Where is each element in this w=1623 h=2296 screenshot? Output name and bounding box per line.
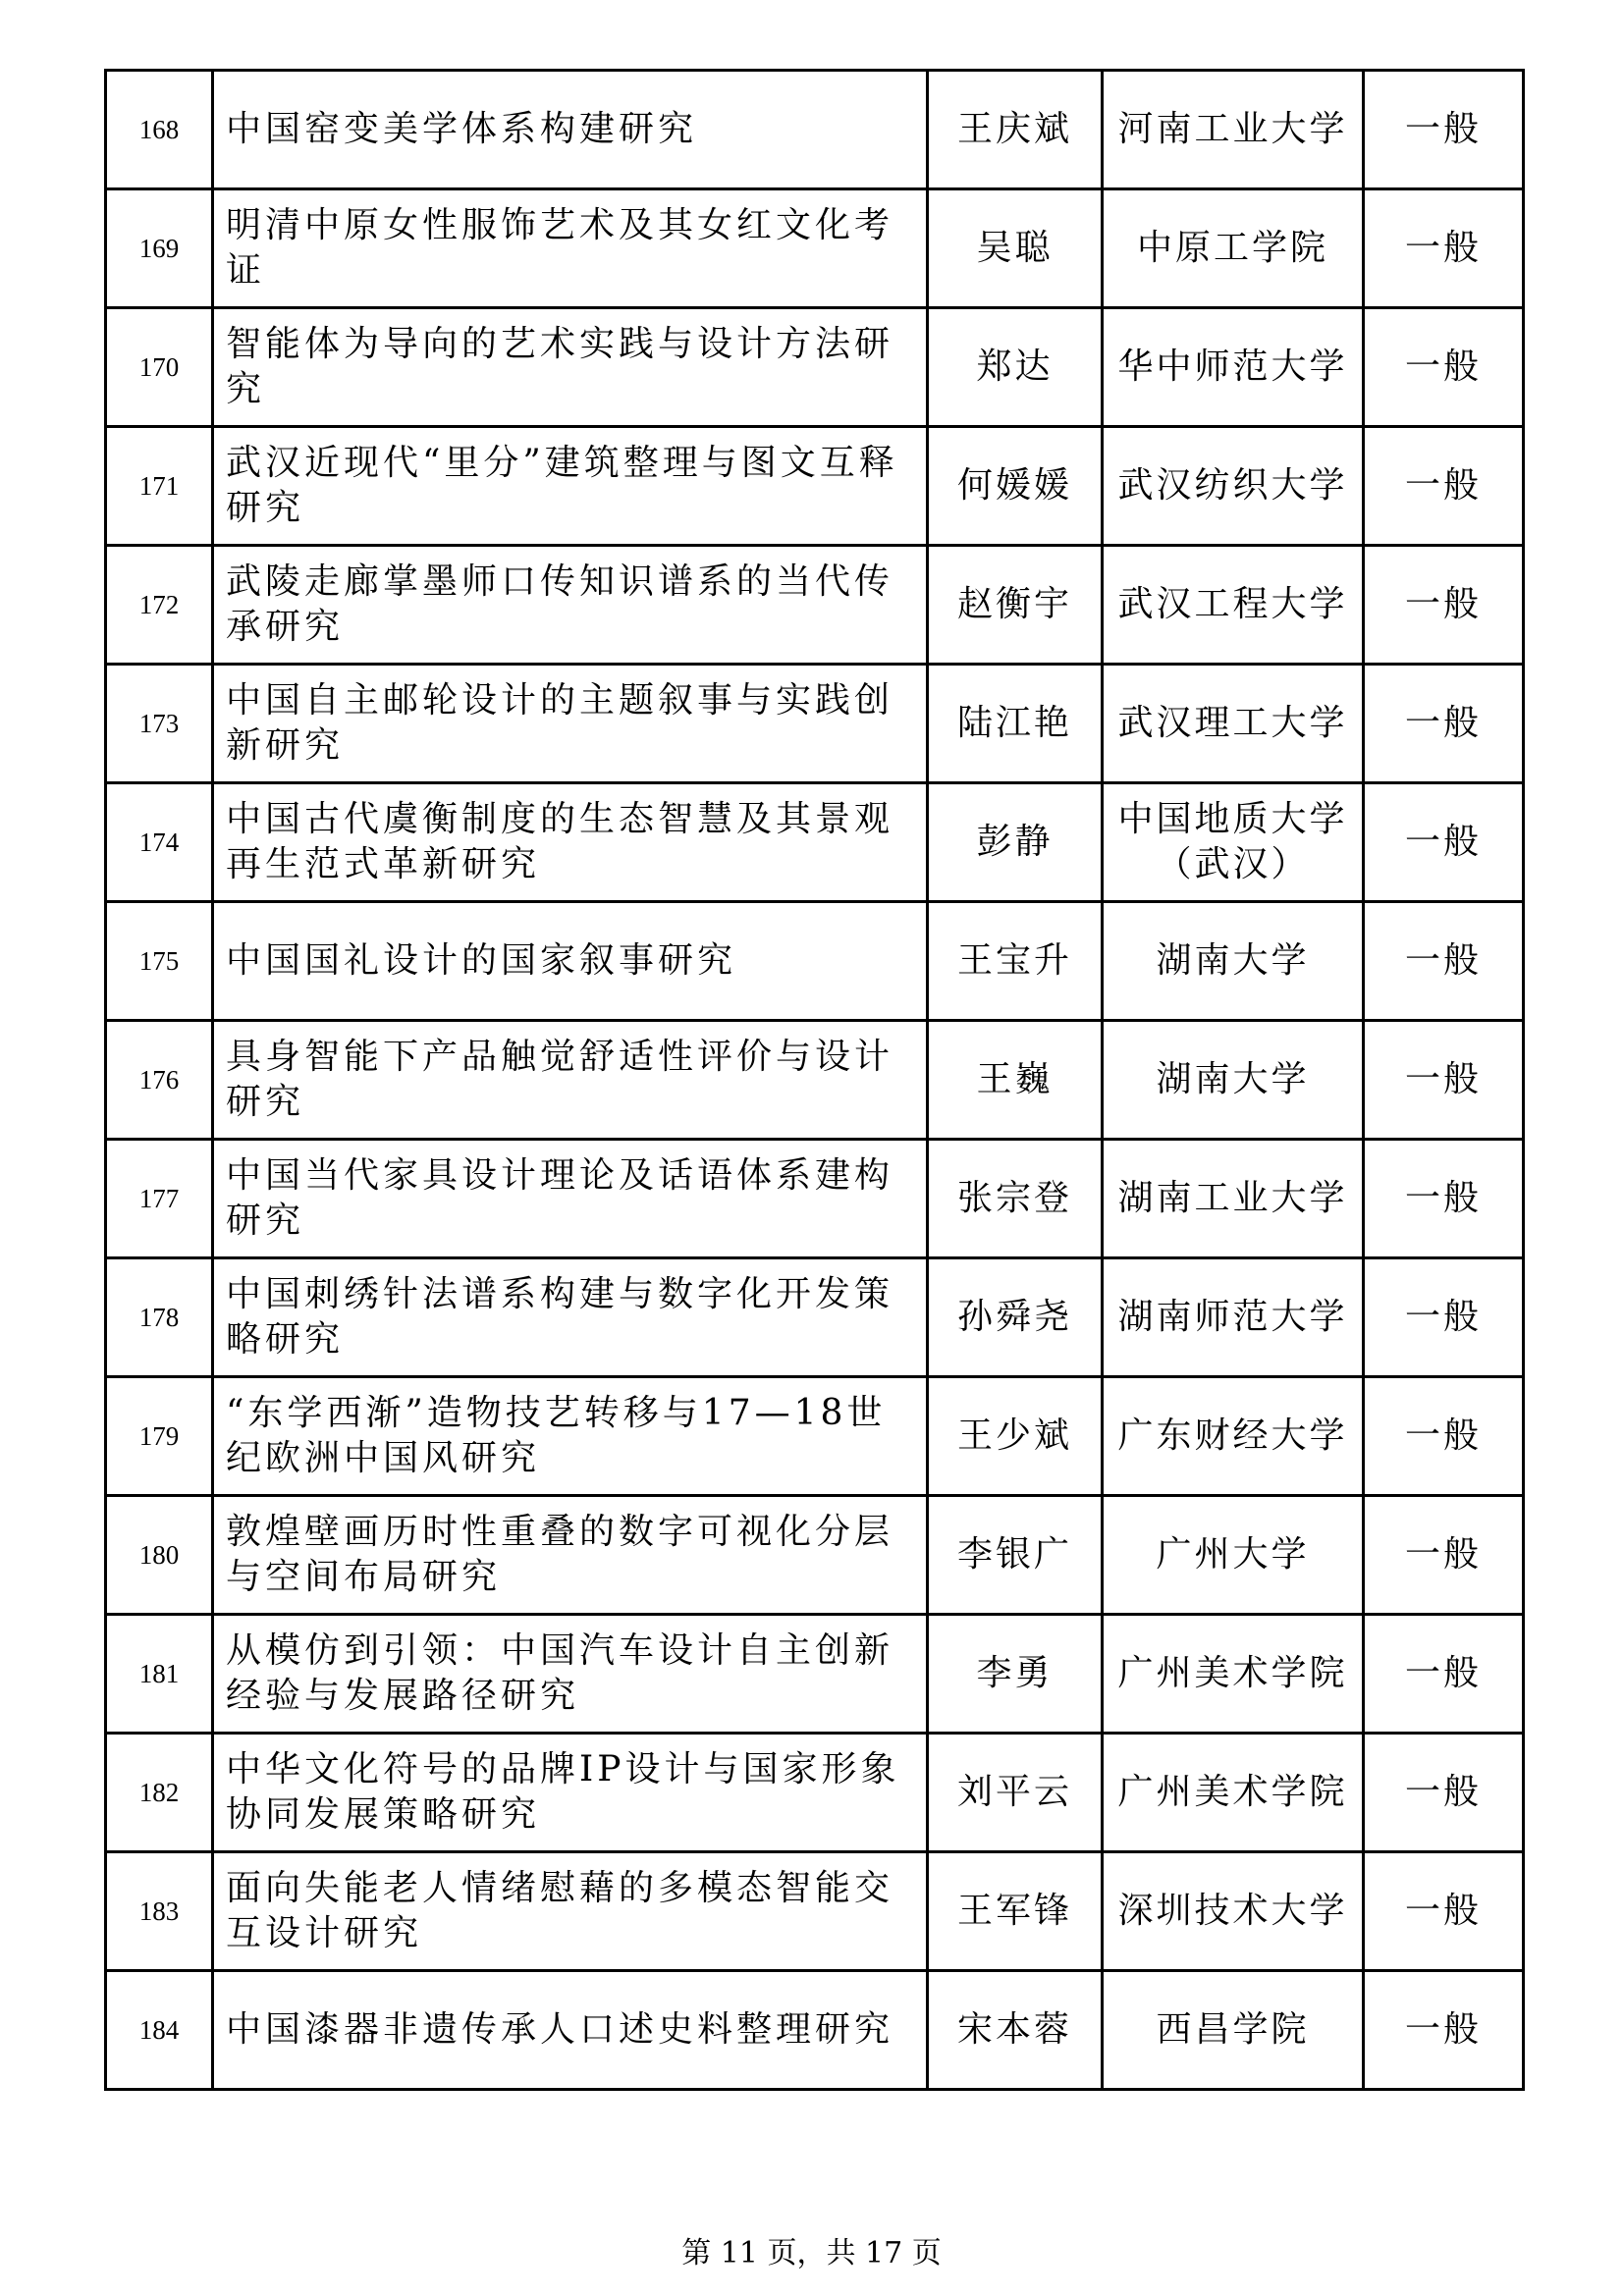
table-row [106, 1971, 1524, 2090]
project-leader-cell: 宋本蓉 [928, 1971, 1103, 2090]
project-title-cell: 具身智能下产品触觉舒适性评价与设计研究 [213, 1021, 928, 1140]
table-row [106, 427, 1524, 546]
institution-cell: 湖南大学 [1103, 902, 1364, 1021]
project-leader-cell: 李勇 [928, 1615, 1103, 1734]
project-level-cell: 一般 [1364, 902, 1524, 1021]
project-level-cell: 一般 [1364, 1734, 1524, 1852]
project-level-cell: 一般 [1364, 783, 1524, 902]
project-title-cell: 明清中原女性服饰艺术及其女红文化考证 [213, 189, 928, 308]
table-row [106, 783, 1524, 902]
institution-cell: 西昌学院 [1103, 1971, 1364, 2090]
institution-cell: 广州大学 [1103, 1496, 1364, 1615]
project-title-cell: 敦煌壁画历时性重叠的数字可视化分层与空间布局研究 [213, 1496, 928, 1615]
project-number-cell: 169 [106, 189, 213, 308]
project-leader-cell: 王少斌 [928, 1377, 1103, 1496]
table-row [106, 1734, 1524, 1852]
project-level-cell: 一般 [1364, 1140, 1524, 1258]
project-leader-cell: 张宗登 [928, 1140, 1103, 1258]
table-row [106, 1852, 1524, 1971]
project-level-cell: 一般 [1364, 71, 1524, 189]
institution-cell: 华中师范大学 [1103, 308, 1364, 427]
project-number-cell: 176 [106, 1021, 213, 1140]
project-number-cell: 182 [106, 1734, 213, 1852]
project-leader-cell: 陆江艳 [928, 665, 1103, 783]
table-row [106, 1021, 1524, 1140]
project-leader-cell: 孙舜尧 [928, 1258, 1103, 1377]
project-level-cell: 一般 [1364, 1852, 1524, 1971]
project-leader-cell: 王宝升 [928, 902, 1103, 1021]
institution-cell: 武汉纺织大学 [1103, 427, 1364, 546]
project-level-cell: 一般 [1364, 427, 1524, 546]
project-title-cell: 武汉近现代“里分”建筑整理与图文互释研究 [213, 427, 928, 546]
project-number-cell: 174 [106, 783, 213, 902]
project-number-cell: 179 [106, 1377, 213, 1496]
table-row [106, 1377, 1524, 1496]
institution-cell: 湖南工业大学 [1103, 1140, 1364, 1258]
project-leader-cell: 刘平云 [928, 1734, 1103, 1852]
project-number-cell: 184 [106, 1971, 213, 2090]
institution-cell: 湖南大学 [1103, 1021, 1364, 1140]
table-row [106, 189, 1524, 308]
table-row [106, 308, 1524, 427]
table-row [106, 665, 1524, 783]
project-title-cell: “东学西渐”造物技艺转移与17—18世纪欧洲中国风研究 [213, 1377, 928, 1496]
project-number-cell: 181 [106, 1615, 213, 1734]
table-row [106, 1615, 1524, 1734]
project-leader-cell: 赵衡宇 [928, 546, 1103, 665]
project-leader-cell: 彭静 [928, 783, 1103, 902]
institution-cell: 广州美术学院 [1103, 1734, 1364, 1852]
project-level-cell: 一般 [1364, 1021, 1524, 1140]
table-row [106, 1496, 1524, 1615]
project-number-cell: 178 [106, 1258, 213, 1377]
project-number-cell: 171 [106, 427, 213, 546]
project-level-cell: 一般 [1364, 189, 1524, 308]
table-row [106, 71, 1524, 189]
institution-cell: 广州美术学院 [1103, 1615, 1364, 1734]
project-level-cell: 一般 [1364, 1496, 1524, 1615]
project-level-cell: 一般 [1364, 546, 1524, 665]
table-row [106, 902, 1524, 1021]
project-leader-cell: 王军锋 [928, 1852, 1103, 1971]
project-title-cell: 中国窑变美学体系构建研究 [213, 71, 928, 189]
project-list-table [104, 69, 1525, 2091]
project-number-cell: 180 [106, 1496, 213, 1615]
project-leader-cell: 李银广 [928, 1496, 1103, 1615]
project-title-cell: 智能体为导向的艺术实践与设计方法研究 [213, 308, 928, 427]
project-level-cell: 一般 [1364, 1615, 1524, 1734]
project-title-cell: 面向失能老人情绪慰藉的多模态智能交互设计研究 [213, 1852, 928, 1971]
project-number-cell: 168 [106, 71, 213, 189]
project-level-cell: 一般 [1364, 1377, 1524, 1496]
project-title-cell: 武陵走廊掌墨师口传知识谱系的当代传承研究 [213, 546, 928, 665]
institution-cell: 中国地质大学（武汉） [1103, 783, 1364, 902]
project-leader-cell: 郑达 [928, 308, 1103, 427]
project-list-body [106, 71, 1524, 2090]
institution-cell: 广东财经大学 [1103, 1377, 1364, 1496]
project-leader-cell: 王巍 [928, 1021, 1103, 1140]
project-title-cell: 中国漆器非遗传承人口述史料整理研究 [213, 1971, 928, 2090]
project-title-cell: 中华文化符号的品牌IP设计与国家形象协同发展策略研究 [213, 1734, 928, 1852]
project-title-cell: 中国当代家具设计理论及话语体系建构研究 [213, 1140, 928, 1258]
project-number-cell: 172 [106, 546, 213, 665]
project-level-cell: 一般 [1364, 308, 1524, 427]
institution-cell: 河南工业大学 [1103, 71, 1364, 189]
project-title-cell: 中国古代虞衡制度的生态智慧及其景观再生范式革新研究 [213, 783, 928, 902]
institution-cell: 武汉工程大学 [1103, 546, 1364, 665]
project-level-cell: 一般 [1364, 665, 1524, 783]
project-number-cell: 175 [106, 902, 213, 1021]
project-title-cell: 从模仿到引领：中国汽车设计自主创新经验与发展路径研究 [213, 1615, 928, 1734]
institution-cell: 中原工学院 [1103, 189, 1364, 308]
institution-cell: 深圳技术大学 [1103, 1852, 1364, 1971]
project-level-cell: 一般 [1364, 1971, 1524, 2090]
project-number-cell: 177 [106, 1140, 213, 1258]
table-row [106, 1258, 1524, 1377]
project-leader-cell: 王庆斌 [928, 71, 1103, 189]
project-title-cell: 中国自主邮轮设计的主题叙事与实践创新研究 [213, 665, 928, 783]
project-number-cell: 183 [106, 1852, 213, 1971]
project-title-cell: 中国刺绣针法谱系构建与数字化开发策略研究 [213, 1258, 928, 1377]
project-number-cell: 170 [106, 308, 213, 427]
project-leader-cell: 何媛媛 [928, 427, 1103, 546]
project-number-cell: 173 [106, 665, 213, 783]
table-row [106, 1140, 1524, 1258]
project-leader-cell: 吴聪 [928, 189, 1103, 308]
institution-cell: 湖南师范大学 [1103, 1258, 1364, 1377]
project-title-cell: 中国国礼设计的国家叙事研究 [213, 902, 928, 1021]
institution-cell: 武汉理工大学 [1103, 665, 1364, 783]
page-number-footer: 第 11 页，共 17 页 [681, 2236, 942, 2270]
table-row [106, 546, 1524, 665]
project-level-cell: 一般 [1364, 1258, 1524, 1377]
